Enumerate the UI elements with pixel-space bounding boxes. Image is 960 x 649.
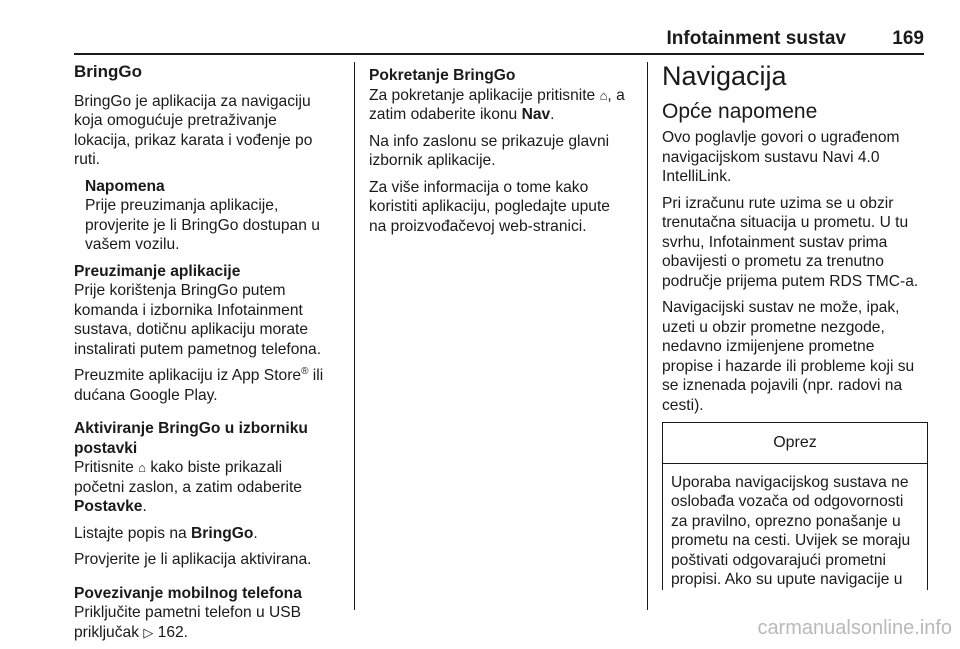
activate-text: Pritisnite ⌂ kako biste prikazali početni zaslon, a zatim odaberite Postavke. (74, 459, 302, 515)
route-text: Pri izračunu rute uzima se u obzir trenutačna situacija u prometu. U tu svrhu, Infotainment sustav prima obavijesti o prometu za trenutno područje prijema putem RDS TMC-a. (662, 194, 919, 290)
verify-text: Provjerite je li aplikacija aktivirana. (74, 551, 312, 568)
download-text: Prije korištenja BringGo putem komanda i izbornika Infotainment sustava, dotičnu aplikaciju morate instalirati putem pametnog telefona. (74, 282, 322, 358)
note-label: Napomena (85, 177, 165, 195)
nav-icon-label: Nav (521, 106, 551, 123)
connect-heading: Povezivanje mobilnog telefona (74, 584, 302, 602)
column-divider-2 (647, 62, 648, 610)
home-icon: ⌂ (599, 87, 608, 103)
start-heading: Pokretanje BringGo (369, 67, 516, 84)
warning-title: Oprez (663, 423, 927, 464)
start-text: Za pokretanje aplikacije pritisnite ⌂, a zatim odaberite ikonu Nav. (369, 86, 625, 123)
limits-text: Navigacijski sustav ne može, ipak, uzeti u obzir prometne nezgode, nedavno izmijenjene prometne propise i hazarde ili probleme koji su se iznenada pojavili (npr. radovi na cesti). (662, 299, 915, 414)
activate-heading: Aktiviranje BringGo u izborniku postavki (74, 420, 308, 457)
bringgo-list-label: BringGo (191, 524, 254, 542)
general-text: Ovo poglavlje govori o ugrađenom navigacijskom sustavu Navi 4.0 IntelliLink. (662, 129, 900, 185)
bringgo-intro: BringGo je aplikacija za navigaciju koja omogućuje pretraživanje lokacija, prikaz karata i vođenje po ruti. (74, 92, 313, 168)
info-text: Na info zaslonu se prikazuje glavni izbornik aplikacije. (369, 132, 610, 169)
column-divider-1 (354, 62, 355, 610)
connect-text: Priključite pametni telefon u USB priključak ▷ 162. (74, 604, 302, 641)
note-text: Prije preuzimanja aplikacije, provjerite je li BringGo dostupan u vašem vozilu. (85, 197, 320, 253)
settings-menu-label: Postavke (74, 498, 143, 515)
download-text-2: Preuzmite aplikaciju iz App Store® ili dućana Google Play. (74, 365, 324, 404)
section-title-bringgo: BringGo (74, 62, 142, 81)
column-right (662, 62, 928, 590)
warning-box (662, 422, 928, 590)
page-number: 169 (892, 28, 924, 49)
header-rule (74, 53, 924, 55)
note-block (85, 177, 336, 255)
general-notes-title: Opće napomene (662, 100, 818, 123)
page-reference-icon: ▷ (143, 624, 154, 640)
download-heading: Preuzimanje aplikacije (74, 262, 241, 280)
column-middle (369, 66, 631, 243)
warning-text: Uporaba navigacijskog sustava ne oslobađa vozača od odgovornosti za pravilno, oprezno ponašanje u prometu na cesti. Uvijek se moraju poštivati odgovarajući prometni propisi. Ako su upute navigacije u (671, 473, 911, 588)
more-info-text: Za više informacija o tome kako koristiti aplikaciju, pogledajte upute na proizvođačevoj web-stranici. (369, 178, 610, 235)
registered-mark: ® (301, 365, 309, 377)
list-text: Listajte popis na BringGo. (74, 524, 258, 542)
page-header (0, 22, 960, 54)
navigation-title: Navigacija (662, 61, 787, 91)
column-left (74, 62, 336, 649)
header-title: Infotainment sustav (666, 28, 846, 49)
watermark: carmanualsonline.info (757, 617, 952, 639)
home-icon: ⌂ (138, 460, 146, 475)
